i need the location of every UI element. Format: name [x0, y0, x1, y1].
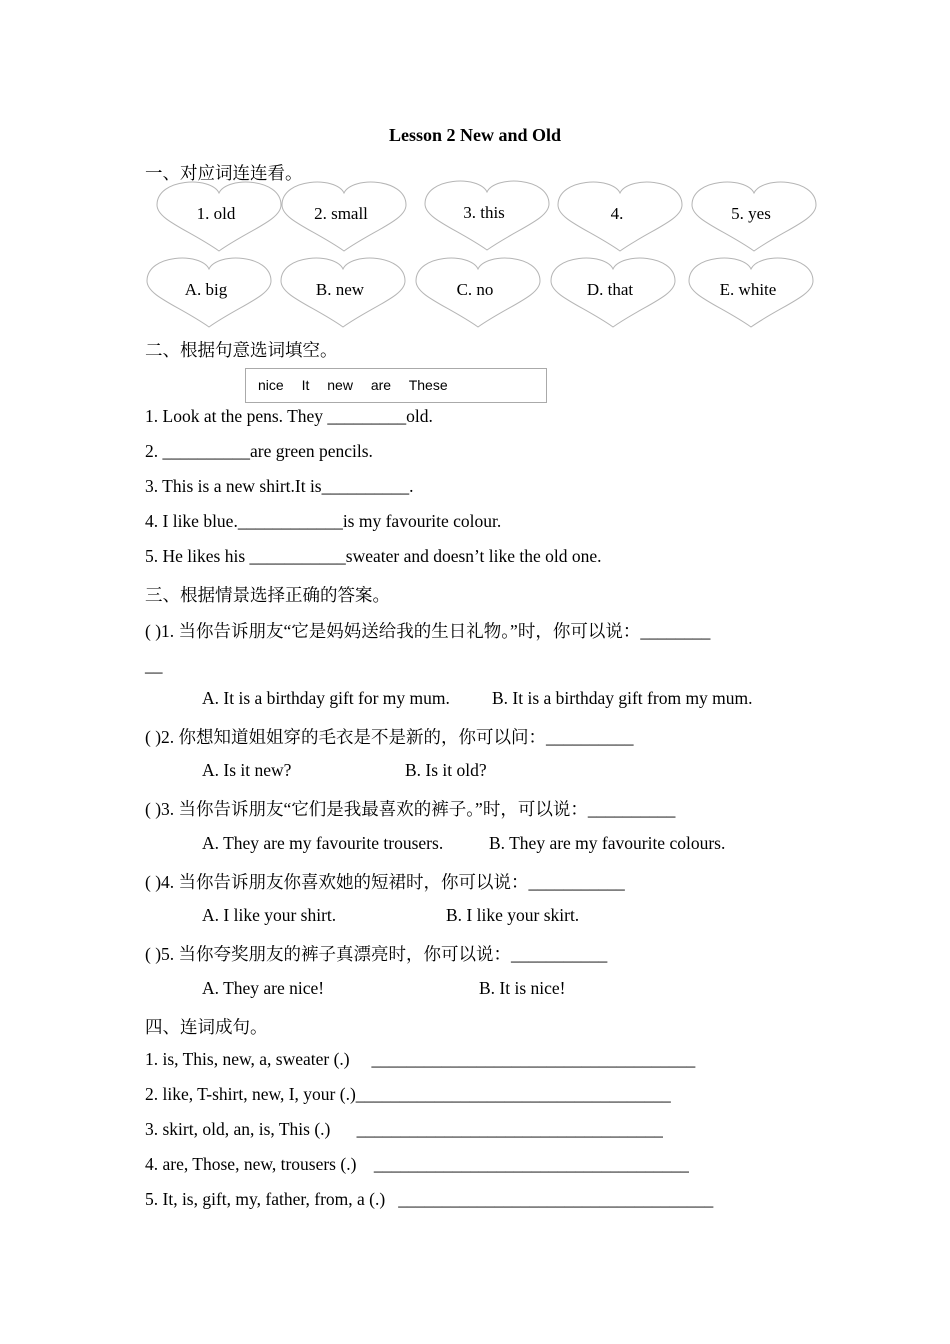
choice-option: B. It is a birthday gift from my mum. — [492, 688, 753, 708]
word-bank-item: new — [327, 377, 353, 393]
section4-heading: 四、连词成句。 — [145, 1017, 268, 1037]
choice-option: B. Is it old? — [405, 760, 487, 780]
choice-question: ( )1. 当你告诉朋友“它是妈妈送给我的生日礼物。”时，你可以说：________ — [145, 621, 711, 641]
section3-heading: 三、根据情景选择正确的答案。 — [145, 585, 390, 605]
choice-option: A. They are my favourite trousers. — [202, 833, 444, 853]
top-heart-1 — [157, 182, 281, 251]
word-bank-item: It — [301, 377, 310, 393]
top-heart-4 — [558, 182, 682, 251]
word-bank-item: are — [370, 377, 392, 393]
bottom-word-label: A. big — [184, 280, 228, 299]
word-bank-box — [245, 368, 547, 403]
sentence-item: 1. is, This, new, a, sweater (.) _____________________________________ — [145, 1049, 696, 1069]
choice-question-continuation: __ — [145, 655, 163, 675]
choice-option: A. They are nice! — [202, 978, 325, 998]
top-word-label: 2. small — [314, 204, 368, 223]
word-bank-item: nice — [258, 377, 284, 393]
top-word-label: 4. — [610, 204, 624, 223]
fill-in-item: 1. Look at the pens. They _________old. — [145, 406, 433, 426]
choice-option: A. Is it new? — [202, 760, 292, 780]
bottom-word-label: E. white — [719, 280, 777, 299]
choice-option: B. They are my favourite colours. — [489, 833, 726, 853]
sentence-item: 5. It, is, gift, my, father, from, a (.) ____________________________________ — [145, 1189, 714, 1209]
choice-option: B. I like your skirt. — [446, 905, 580, 925]
bottom-word-label: C. no — [456, 280, 494, 299]
section2-heading: 二、根据句意选词填空。 — [145, 340, 338, 360]
section1-heading: 一、对应词连连看。 — [145, 163, 303, 183]
sentence-item: 3. skirt, old, an, is, This (.) ___________________________________ — [145, 1119, 663, 1139]
fill-in-item: 3. This is a new shirt.It is__________. — [145, 476, 414, 496]
bottom-heart-4 — [551, 258, 675, 327]
choice-option: A. I like your shirt. — [202, 905, 337, 925]
top-word-label: 3. this — [463, 203, 505, 222]
fill-in-item: 4. I like blue.____________is my favourite colour. — [145, 511, 502, 531]
sentence-item: 2. like, T-shirt, new, I, your (.)____________________________________ — [145, 1084, 671, 1104]
top-heart-5 — [692, 182, 816, 251]
top-heart-3 — [425, 181, 549, 250]
bottom-word-label: B. new — [315, 280, 365, 299]
top-heart-2 — [282, 182, 406, 251]
bottom-heart-1 — [147, 258, 271, 327]
sentence-item: 4. are, Those, new, trousers (.) ____________________________________ — [145, 1154, 689, 1174]
fill-in-item: 5. He likes his ___________sweater and doesn’t like the old one. — [145, 546, 602, 566]
choice-question: ( )3. 当你告诉朋友“它们是我最喜欢的裤子。”时，可以说：__________ — [145, 799, 676, 819]
choice-option: B. It is nice! — [479, 978, 566, 998]
page-title: Lesson 2 New and Old — [388, 125, 562, 145]
bottom-word-label: D. that — [586, 280, 634, 299]
choice-question: ( )4. 当你告诉朋友你喜欢她的短裙时，你可以说：___________ — [145, 872, 625, 892]
bottom-heart-5 — [689, 258, 813, 327]
choice-option: A. It is a birthday gift for my mum. — [202, 688, 450, 708]
word-bank-item: These — [408, 377, 448, 393]
choice-question: ( )2. 你想知道姐姐穿的毛衣是不是新的，你可以问：__________ — [145, 727, 634, 747]
bottom-heart-2 — [281, 258, 405, 327]
top-word-label: 5. yes — [731, 204, 771, 223]
choice-question: ( )5. 当你夸奖朋友的裤子真漂亮时，你可以说：___________ — [145, 944, 608, 964]
bottom-heart-3 — [416, 258, 540, 327]
heart-matching-area — [0, 0, 950, 340]
top-word-label: 1. old — [196, 204, 236, 223]
fill-in-item: 2. __________are green pencils. — [145, 441, 373, 461]
